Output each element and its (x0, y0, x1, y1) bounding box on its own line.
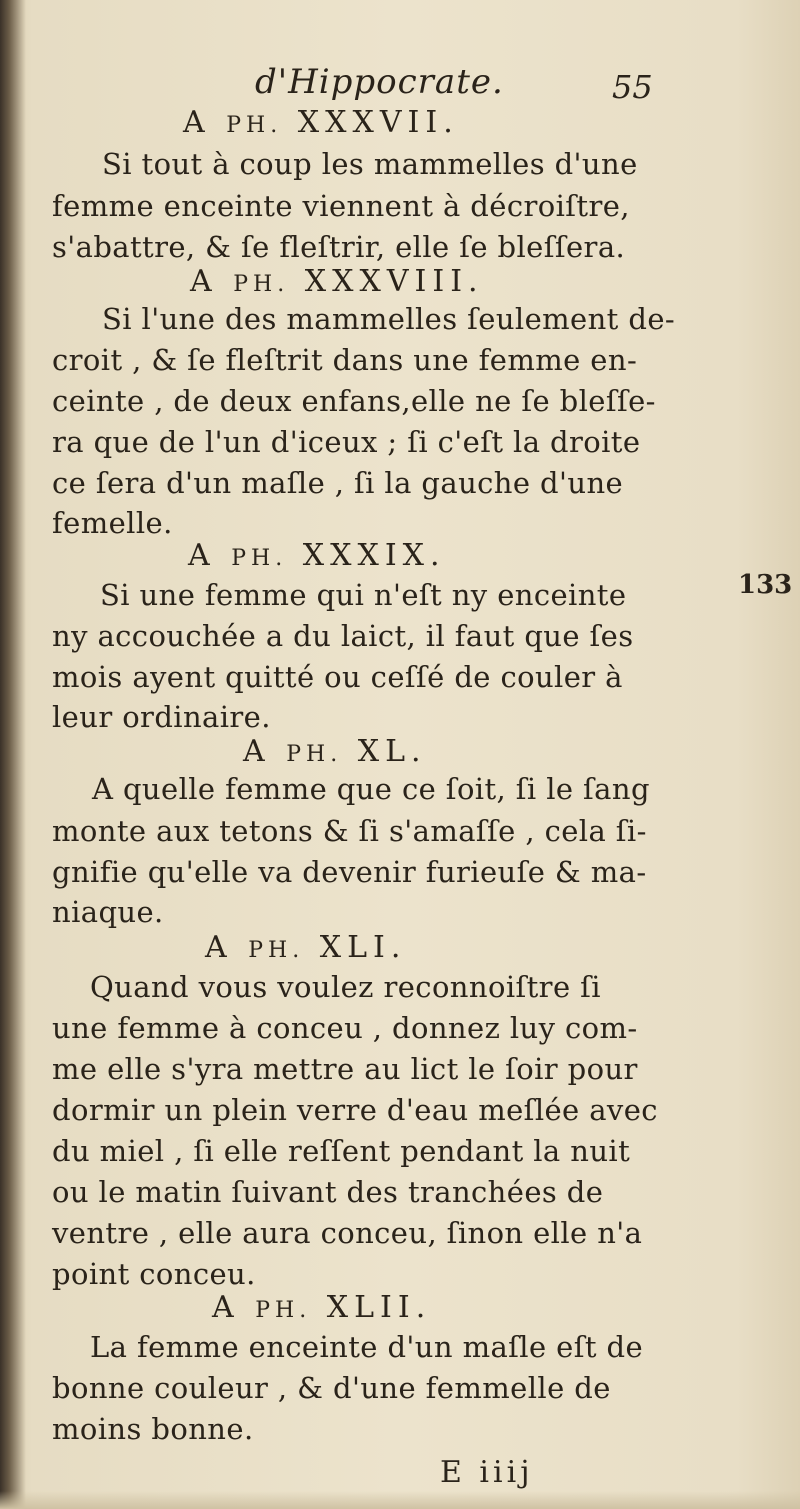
text-line: s'abattre, & ſe fleſtrir, elle ſe bleſſera. (52, 230, 626, 264)
page-bottom-edge (0, 1491, 800, 1509)
aphorism-abbrev: PH. (231, 546, 288, 571)
text-line: femme enceinte viennent à décroiſtre, (52, 189, 630, 223)
page-number: 55 (612, 68, 653, 106)
aphorism-abbrev: PH. (255, 1298, 312, 1323)
text-line: niaque. (52, 895, 164, 929)
text-line: femelle. (52, 506, 173, 540)
text-line: ce ſera d'un maſle , ſi la gauche d'une (52, 466, 624, 500)
text-line: bonne couleur , & d'une femmelle de (52, 1371, 611, 1405)
text-line: une femme à conceu , donnez luy com- (52, 1011, 638, 1045)
text-line: me elle s'yra mettre au lict le ſoir pour (52, 1052, 638, 1086)
text-line: ceinte , de deux enfans,elle ne ſe bleſſe- (52, 384, 656, 418)
margin-note: 133 (738, 570, 793, 600)
aphorism-heading (190, 264, 484, 299)
text-line: moins bonne. (52, 1412, 254, 1446)
text-line: La femme enceinte d'un maſle eſt de (90, 1330, 644, 1364)
text-line: Si l'une des mammelles ſeulement de- (102, 302, 676, 336)
aphorism-prefix: A (243, 734, 271, 769)
text-line: ou le matin ſuivant des tranchées de (52, 1175, 604, 1209)
gutter-shadow (0, 0, 26, 1509)
aphorism-abbrev: PH. (248, 938, 305, 963)
text-line: point conceu. (52, 1257, 256, 1291)
text-line: Quand vous voulez reconnoiſtre ſi (90, 970, 601, 1004)
text-line: gnifie qu'elle va devenir furieuſe & ma- (52, 855, 647, 889)
text-line: A quelle femme que ce ſoit, ſi le ſang (92, 772, 650, 806)
text-line: Si tout à coup les mammelles d'une (102, 147, 638, 181)
aphorism-prefix: A (190, 264, 218, 299)
aphorism-abbrev: PH. (233, 272, 290, 297)
text-line: mois ayent quitté ou ceſſé de couler à (52, 660, 623, 694)
aphorism-number: XL. (357, 734, 427, 769)
aphorism-heading (183, 105, 459, 140)
text-line: ventre , elle aura conceu, ſinon elle n'a (52, 1216, 643, 1250)
aphorism-number: XXXVII. (297, 105, 459, 140)
text-line: Si une femme qui n'eſt ny enceinte (100, 578, 627, 612)
text-line: ny accouchée a du laict, il faut que ſes (52, 619, 634, 653)
text-line: ra que de l'un d'iceux ; ſi c'eſt la droite (52, 425, 641, 459)
text-line: dormir un plein verre d'eau meſlée avec (52, 1093, 658, 1127)
aphorism-number: XLI. (319, 930, 407, 965)
aphorism-heading (243, 734, 427, 769)
aphorism-prefix: A (183, 105, 211, 140)
signature-mark: E iiij (440, 1455, 534, 1490)
aphorism-prefix: A (188, 538, 216, 573)
text-line: monte aux tetons & ſi s'amaſſe , cela ſi- (52, 814, 647, 848)
running-head: d'Hippocrate. (255, 62, 504, 102)
aphorism-prefix: A (205, 930, 233, 965)
aphorism-heading (188, 538, 446, 573)
aphorism-number: XXXVIII. (304, 264, 484, 299)
text-line: croit , & ſe fleſtrit dans une femme en- (52, 343, 638, 377)
text-line: du miel , ſi elle reſſent pendant la nuit (52, 1134, 631, 1168)
aphorism-number: XLII. (326, 1290, 432, 1325)
aphorism-abbrev: PH. (286, 742, 343, 767)
aphorism-number: XXXIX. (302, 538, 446, 573)
aphorism-heading (205, 930, 406, 965)
text-line: leur ordinaire. (52, 700, 271, 734)
aphorism-abbrev: PH. (226, 113, 283, 138)
aphorism-heading (212, 1290, 431, 1325)
aphorism-prefix: A (212, 1290, 240, 1325)
